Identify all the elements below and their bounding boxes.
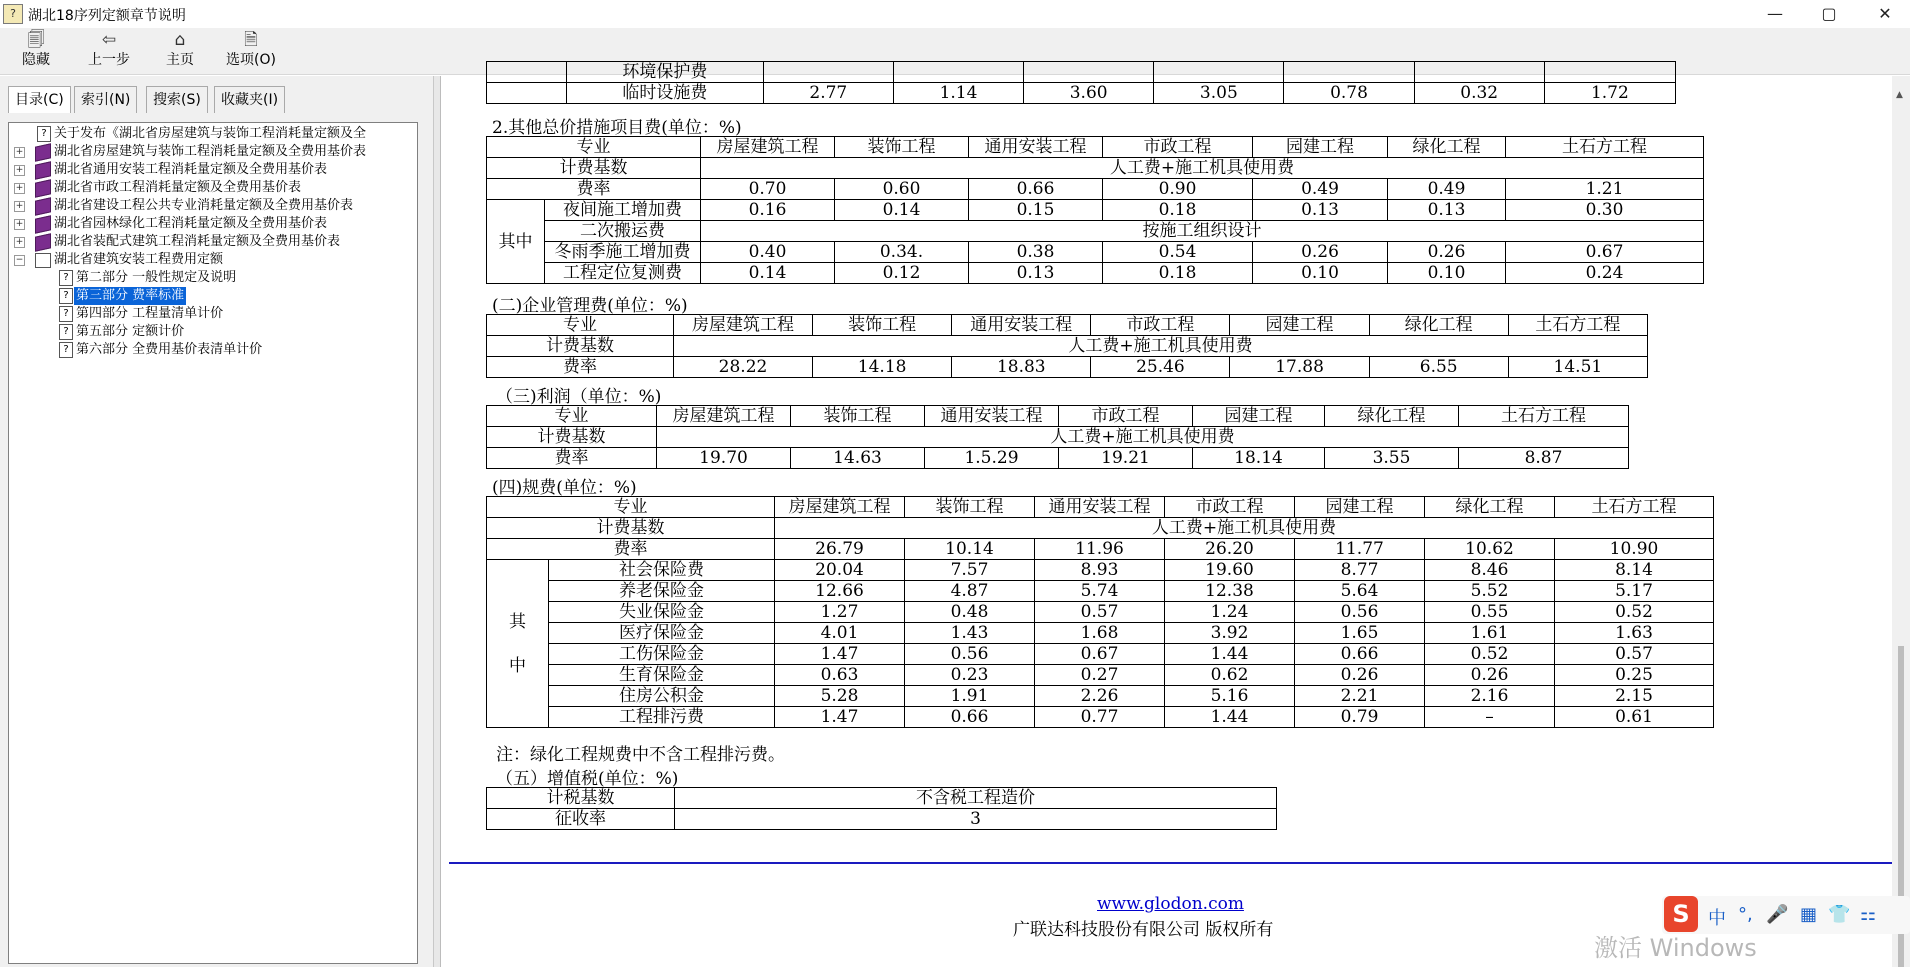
options-label: 选项(O) <box>226 52 276 68</box>
contents-tree <box>8 122 418 964</box>
value-cell: 0.14 <box>701 263 835 284</box>
value-cell: 1.43 <box>905 623 1035 644</box>
back-label: 上一步 <box>88 52 130 68</box>
back-arrow-icon: ⇦ <box>101 30 117 50</box>
value-cell: 1.47 <box>775 644 905 665</box>
value-cell: 0.70 <box>701 179 835 200</box>
header-label: 专业 <box>487 137 701 158</box>
value-cell: 11.96 <box>1035 539 1165 560</box>
section-title: (二)企业管理费(单位：%) <box>492 296 688 316</box>
base-value: 人工费+施工机具使用费 <box>775 518 1714 539</box>
window-title: 湖北18序列定额章节说明 <box>28 8 186 24</box>
value-cell: 14.51 <box>1508 357 1647 378</box>
blank-cell <box>893 62 1023 83</box>
footer-divider <box>449 862 1893 864</box>
home-label: 主页 <box>166 52 194 68</box>
fees-note: 注：绿化工程规费中不含工程排污费。 <box>496 745 785 765</box>
column-header: 房屋建筑工程 <box>701 137 835 158</box>
tree-item-label: 关于发布《湖北省房屋建筑与装饰工程消耗量定额及全 <box>54 126 367 141</box>
value-cell: 0.77 <box>1035 707 1165 728</box>
value-cell: 2.21 <box>1295 686 1425 707</box>
value-cell: 8.93 <box>1035 560 1165 581</box>
section-title: （三)利润（单位：%) <box>496 387 662 407</box>
expand-icon[interactable]: + <box>15 201 24 211</box>
book-icon <box>35 197 51 215</box>
tree-item-label: 湖北省园林绿化工程消耗量定额及全费用基价表 <box>54 216 328 231</box>
value-cell: 6.55 <box>1369 357 1508 378</box>
value-cell: 0.38 <box>969 242 1103 263</box>
group-label: 其中 <box>487 200 545 284</box>
value-cell: 0.52 <box>1425 644 1555 665</box>
value-cell: 0.48 <box>905 602 1035 623</box>
value-cell: 1.68 <box>1035 623 1165 644</box>
row-label: 生育保险金 <box>549 665 775 686</box>
value-cell: 0.62 <box>1165 665 1295 686</box>
value-cell: 1.44 <box>1165 644 1295 665</box>
value-cell: 0.12 <box>835 263 969 284</box>
tree-item-label: 第五部分 定额计价 <box>76 324 185 339</box>
windows-activation-watermark: 激活 Windows <box>1594 934 1757 962</box>
vertical-scrollbar[interactable] <box>1892 76 1910 967</box>
row-label: 计费基数 <box>487 427 657 448</box>
value-cell: 0.55 <box>1425 602 1555 623</box>
value-cell: 0.56 <box>1295 602 1425 623</box>
merged-value: 按施工组织设计 <box>701 221 1704 242</box>
value-cell: 0.32 <box>1414 83 1544 104</box>
scroll-up-icon[interactable]: ▲ <box>1896 90 1903 100</box>
close-button[interactable]: ✕ <box>1878 4 1892 23</box>
ime-punctuation-icon[interactable]: °, <box>1738 904 1753 925</box>
value-cell: 26.79 <box>775 539 905 560</box>
help-topic-icon: ? <box>59 342 73 358</box>
column-header: 土石方工程 <box>1506 137 1704 158</box>
ime-keyboard-icon[interactable]: ▦ <box>1800 904 1818 925</box>
row-label: 计费基数 <box>487 518 775 539</box>
title-bar <box>0 0 1910 28</box>
row-label: 住房公积金 <box>549 686 775 707</box>
copyright-text: 广联达科技股份有限公司 版权所有 <box>1013 920 1274 940</box>
home-icon: ⌂ <box>174 30 186 50</box>
options-button[interactable] <box>222 30 280 72</box>
column-header: 绿化工程 <box>1425 497 1555 518</box>
tree-item-label: 湖北省装配式建筑工程消耗量定额及全费用基价表 <box>54 234 341 249</box>
value-cell: 0.57 <box>1035 602 1165 623</box>
ime-toolbar[interactable] <box>1662 896 1910 934</box>
blank-cell <box>1544 62 1675 83</box>
column-header: 土石方工程 <box>1555 497 1714 518</box>
value-cell: 0.60 <box>835 179 969 200</box>
blank-cell <box>1024 62 1154 83</box>
base-value: 人工费+施工机具使用费 <box>673 336 1647 357</box>
help-topic-icon: ? <box>59 288 73 304</box>
ime-microphone-icon[interactable]: 🎤 <box>1766 904 1789 925</box>
value-cell: 1.21 <box>1506 179 1704 200</box>
value-cell: 1.63 <box>1555 623 1714 644</box>
expand-icon[interactable]: + <box>15 219 24 229</box>
value-cell: 5.64 <box>1295 581 1425 602</box>
header-label: 专业 <box>487 406 657 427</box>
blank-cell <box>487 62 567 83</box>
help-topic-icon: ? <box>59 324 73 340</box>
row-label: 工程定位复测费 <box>545 263 701 284</box>
value-cell: 0.49 <box>1253 179 1388 200</box>
column-header: 园建工程 <box>1253 137 1388 158</box>
value-cell: 8.77 <box>1295 560 1425 581</box>
row-label: 社会保险费 <box>549 560 775 581</box>
value-cell: 0.67 <box>1506 242 1704 263</box>
options-icon: 🗎 <box>244 30 258 50</box>
ime-chinese-mode[interactable]: 中 <box>1708 908 1726 929</box>
column-header: 园建工程 <box>1230 315 1369 336</box>
statutory-fees-table <box>486 496 1714 728</box>
value-cell: 1.5.29 <box>925 448 1059 469</box>
column-header: 市政工程 <box>1059 406 1193 427</box>
ime-toolbox-icon[interactable]: ⚏ <box>1860 904 1877 925</box>
value-cell: 0.13 <box>1388 200 1506 221</box>
value-cell: 0.66 <box>1295 644 1425 665</box>
column-header: 装饰工程 <box>905 497 1035 518</box>
help-topic-icon: ? <box>59 306 73 322</box>
book-icon <box>35 233 51 251</box>
ime-skin-icon[interactable]: 👕 <box>1828 904 1851 925</box>
value-cell: 12.38 <box>1165 581 1295 602</box>
value-cell: 0.40 <box>701 242 835 263</box>
header-label: 专业 <box>487 315 674 336</box>
column-header: 通用安装工程 <box>969 137 1103 158</box>
help-file-icon: ? <box>3 4 23 24</box>
row-label: 征收率 <box>487 809 675 830</box>
value-cell: 0.61 <box>1555 707 1714 728</box>
value-cell: 0.18 <box>1103 200 1253 221</box>
section-title: （五）增值税(单位：%) <box>496 769 679 789</box>
value-cell: – <box>1425 707 1555 728</box>
profit-table <box>486 405 1629 469</box>
column-header: 绿化工程 <box>1369 315 1508 336</box>
help-topic-icon: ? <box>59 270 73 286</box>
tree-item-label: 湖北省建筑安装工程费用定额 <box>54 252 224 267</box>
column-header: 绿化工程 <box>1388 137 1506 158</box>
value-cell: 2.26 <box>1035 686 1165 707</box>
book-icon <box>35 143 51 161</box>
row-label: 费率 <box>487 357 674 378</box>
other-measures-table <box>486 136 1704 284</box>
value-cell: 18.83 <box>952 357 1091 378</box>
row-label: 费率 <box>487 448 657 469</box>
tree-item-label: 湖北省建设工程公共专业消耗量定额及全费用基价表 <box>54 198 354 213</box>
value-cell: 14.18 <box>813 357 952 378</box>
value-cell: 5.17 <box>1555 581 1714 602</box>
value-cell: 0.49 <box>1388 179 1506 200</box>
expand-icon[interactable]: + <box>15 237 24 247</box>
value-cell: 2.16 <box>1425 686 1555 707</box>
section-title: 2.其他总价措施项目费(单位：%) <box>492 118 742 138</box>
vat-table <box>486 787 1277 830</box>
value-cell: 0.90 <box>1103 179 1253 200</box>
blank-cell <box>1284 62 1414 83</box>
value-cell: 0.14 <box>835 200 969 221</box>
value-cell: 1.27 <box>775 602 905 623</box>
tree-item-label: 第三部分 费率标准 <box>76 288 185 303</box>
value-cell: 3.55 <box>1325 448 1459 469</box>
value-cell: 3 <box>675 809 1277 830</box>
value-cell: 5.74 <box>1035 581 1165 602</box>
tree-item-label: 湖北省房屋建筑与装饰工程消耗量定额及全费用基价表 <box>54 144 367 159</box>
value-cell: 10.90 <box>1555 539 1714 560</box>
hide-button[interactable] <box>16 30 56 72</box>
value-cell: 0.23 <box>905 665 1035 686</box>
value-cell: 0.16 <box>701 200 835 221</box>
value-cell: 0.26 <box>1253 242 1388 263</box>
value-cell: 1.65 <box>1295 623 1425 644</box>
value-cell: 0.26 <box>1425 665 1555 686</box>
base-value: 人工费+施工机具使用费 <box>657 427 1629 448</box>
value-cell: 1.61 <box>1425 623 1555 644</box>
row-label: 费率 <box>487 539 775 560</box>
value-cell: 18.14 <box>1193 448 1325 469</box>
value-cell: 0.63 <box>775 665 905 686</box>
value-cell: 0.56 <box>905 644 1035 665</box>
blank-cell <box>763 62 893 83</box>
open-book-icon <box>35 253 51 268</box>
value-cell: 0.10 <box>1388 263 1506 284</box>
value-cell: 0.15 <box>969 200 1103 221</box>
value-cell: 25.46 <box>1091 357 1230 378</box>
value-cell: 17.88 <box>1230 357 1369 378</box>
value-cell: 0.13 <box>1253 200 1388 221</box>
tab-contents[interactable]: 目录(C) <box>8 86 71 113</box>
column-header: 房屋建筑工程 <box>657 406 791 427</box>
column-header: 装饰工程 <box>813 315 952 336</box>
section-title: (四)规费(单位：%) <box>492 478 637 498</box>
group-label-bottom: 中 <box>509 655 526 676</box>
value-cell: 11.77 <box>1295 539 1425 560</box>
tree-item-label: 第四部分 工程量清单计价 <box>76 306 224 321</box>
row-label: 工伤保险金 <box>549 644 775 665</box>
hide-pane-icon: 🗐 <box>27 30 45 50</box>
column-header: 市政工程 <box>1165 497 1295 518</box>
row-label: 夜间施工增加费 <box>545 200 701 221</box>
blank-cell <box>1414 62 1544 83</box>
value-cell: 0.54 <box>1103 242 1253 263</box>
value-cell: 20.04 <box>775 560 905 581</box>
group-label-top: 其 <box>509 611 526 632</box>
maximize-button[interactable]: ▢ <box>1821 4 1837 23</box>
value-cell: 1.91 <box>905 686 1035 707</box>
temporary-facilities-table <box>486 61 1676 104</box>
value-cell: 5.28 <box>775 686 905 707</box>
row-label: 计费基数 <box>487 336 674 357</box>
column-header: 通用安装工程 <box>952 315 1091 336</box>
sogou-logo-icon[interactable]: S <box>1664 896 1698 932</box>
value-cell: 1.14 <box>893 83 1023 104</box>
column-header: 园建工程 <box>1193 406 1325 427</box>
value-cell: 2.77 <box>763 83 893 104</box>
value-cell: 0.79 <box>1295 707 1425 728</box>
blank-cell <box>1154 62 1284 83</box>
column-header: 市政工程 <box>1103 137 1253 158</box>
value-cell: 3.92 <box>1165 623 1295 644</box>
row-label: 费率 <box>487 179 701 200</box>
row-label: 冬雨季施工增加费 <box>545 242 701 263</box>
collapse-icon[interactable]: − <box>15 255 24 265</box>
value-cell: 0.26 <box>1388 242 1506 263</box>
value-cell: 3.05 <box>1154 83 1284 104</box>
expand-icon[interactable]: + <box>15 183 24 193</box>
row-label: 计费基数 <box>487 158 701 179</box>
value-cell: 12.66 <box>775 581 905 602</box>
column-header: 装饰工程 <box>835 137 969 158</box>
value-cell: 3.60 <box>1024 83 1154 104</box>
back-button[interactable] <box>82 30 136 72</box>
row-label: 临时设施费 <box>566 83 763 104</box>
row-label: 医疗保险金 <box>549 623 775 644</box>
navigation-pane <box>0 76 433 967</box>
column-header: 通用安装工程 <box>925 406 1059 427</box>
column-header: 绿化工程 <box>1325 406 1459 427</box>
minimize-button[interactable]: — <box>1767 4 1783 23</box>
row-label: 工程排污费 <box>549 707 775 728</box>
header-label: 专业 <box>487 497 775 518</box>
content-pane <box>440 62 1893 967</box>
value-cell: 5.52 <box>1425 581 1555 602</box>
value-cell: 8.14 <box>1555 560 1714 581</box>
value-cell: 8.87 <box>1459 448 1629 469</box>
value-cell: 1.47 <box>775 707 905 728</box>
row-label: 养老保险金 <box>549 581 775 602</box>
tab-favorites[interactable]: 收藏夹(I) <box>214 86 285 113</box>
hide-label: 隐藏 <box>22 52 50 68</box>
expand-icon[interactable]: + <box>15 147 24 157</box>
base-value: 人工费+施工机具使用费 <box>701 158 1704 179</box>
column-header: 装饰工程 <box>791 406 925 427</box>
tab-index[interactable]: 索引(N) <box>74 86 137 113</box>
row-label: 环境保护费 <box>566 62 763 83</box>
management-fee-table <box>486 314 1648 378</box>
book-icon <box>35 161 51 179</box>
value-cell: 0.34. <box>835 242 969 263</box>
row-label: 失业保险金 <box>549 602 775 623</box>
blank-cell <box>487 83 567 104</box>
value-cell: 4.87 <box>905 581 1035 602</box>
tree-item-label: 第六部分 全费用基价表清单计价 <box>76 342 263 357</box>
tab-search[interactable]: 搜索(S) <box>146 86 208 113</box>
column-header: 通用安装工程 <box>1035 497 1165 518</box>
value-cell: 0.18 <box>1103 263 1253 284</box>
value-cell: 0.27 <box>1035 665 1165 686</box>
value-cell: 7.57 <box>905 560 1035 581</box>
value-cell: 14.63 <box>791 448 925 469</box>
expand-icon[interactable]: + <box>15 165 24 175</box>
value-cell: 0.26 <box>1295 665 1425 686</box>
value-cell: 4.01 <box>775 623 905 644</box>
value-cell: 0.57 <box>1555 644 1714 665</box>
tree-item-label: 湖北省市政工程消耗量定额及全费用基价表 <box>54 180 302 195</box>
value-cell: 0.66 <box>905 707 1035 728</box>
value-cell: 1.24 <box>1165 602 1295 623</box>
value-cell: 0.13 <box>969 263 1103 284</box>
base-value: 不含税工程造价 <box>675 788 1277 809</box>
value-cell: 19.60 <box>1165 560 1295 581</box>
value-cell: 28.22 <box>673 357 812 378</box>
tree-item-label: 湖北省通用安装工程消耗量定额及全费用基价表 <box>54 162 328 177</box>
home-button[interactable] <box>160 30 200 72</box>
column-header: 土石方工程 <box>1459 406 1629 427</box>
row-label: 计税基数 <box>487 788 675 809</box>
glodon-link[interactable]: www.glodon.com <box>1097 894 1244 914</box>
value-cell: 0.25 <box>1555 665 1714 686</box>
value-cell: 0.67 <box>1035 644 1165 665</box>
value-cell: 19.21 <box>1059 448 1193 469</box>
group-label <box>487 560 549 728</box>
column-header: 房屋建筑工程 <box>775 497 905 518</box>
value-cell: 10.62 <box>1425 539 1555 560</box>
value-cell: 0.78 <box>1284 83 1414 104</box>
column-header: 市政工程 <box>1091 315 1230 336</box>
value-cell: 0.24 <box>1506 263 1704 284</box>
value-cell: 5.16 <box>1165 686 1295 707</box>
value-cell: 10.14 <box>905 539 1035 560</box>
column-header: 园建工程 <box>1295 497 1425 518</box>
value-cell: 0.30 <box>1506 200 1704 221</box>
value-cell: 8.46 <box>1425 560 1555 581</box>
value-cell: 19.70 <box>657 448 791 469</box>
value-cell: 26.20 <box>1165 539 1295 560</box>
value-cell: 1.72 <box>1544 83 1675 104</box>
value-cell: 0.10 <box>1253 263 1388 284</box>
column-header: 土石方工程 <box>1508 315 1647 336</box>
book-icon <box>35 215 51 233</box>
book-icon <box>35 179 51 197</box>
help-topic-icon: ? <box>37 126 51 142</box>
value-cell: 0.52 <box>1555 602 1714 623</box>
value-cell: 1.44 <box>1165 707 1295 728</box>
row-label: 二次搬运费 <box>545 221 701 242</box>
column-header: 房屋建筑工程 <box>673 315 812 336</box>
value-cell: 2.15 <box>1555 686 1714 707</box>
tree-item-label: 第二部分 一般性规定及说明 <box>76 270 237 285</box>
value-cell: 0.66 <box>969 179 1103 200</box>
